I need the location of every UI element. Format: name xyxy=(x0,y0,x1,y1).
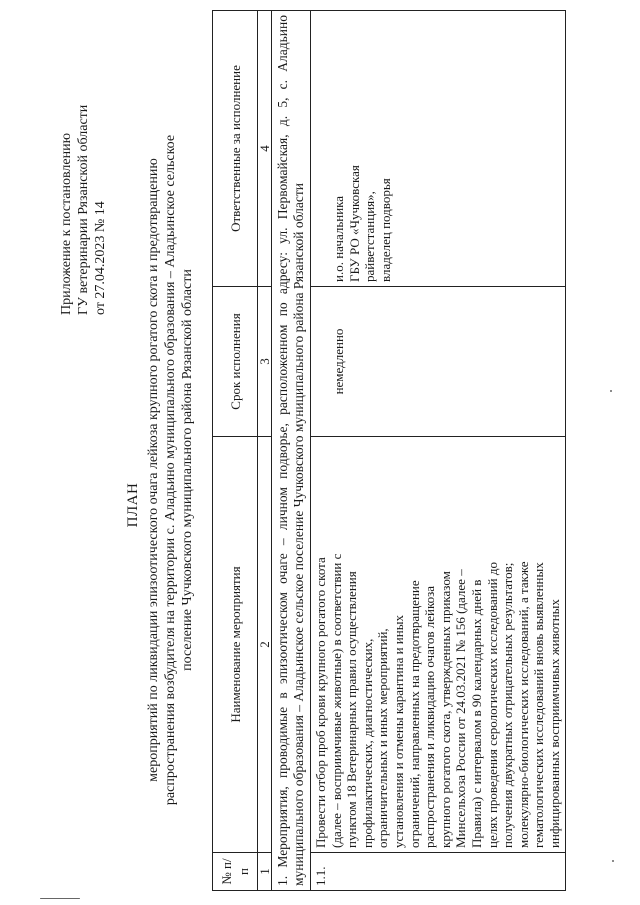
appendix-line: от 27.04.2023 № 14 xyxy=(93,201,108,315)
plan-title: ПЛАН xyxy=(125,482,141,528)
term-cell: немедленно xyxy=(311,287,566,437)
header-responsible: Ответственные за исполнение xyxy=(213,11,258,287)
responsible-line: владелец подворья xyxy=(377,178,393,282)
scan-speck xyxy=(610,390,612,392)
header-number: № п/п xyxy=(213,853,258,891)
measure-line: ограничений, направленных на предотвращение xyxy=(406,580,422,848)
measure-line: ограничительных и иных мероприятий, xyxy=(375,628,391,848)
measure-line: Провести отбор проб крови крупного рогатого скота xyxy=(313,557,328,848)
header-row xyxy=(213,11,258,891)
header-term: Срок исполнения xyxy=(213,287,258,437)
column-number: 2 xyxy=(258,437,272,853)
measure-line: профилактических, диагностических, xyxy=(359,638,375,848)
scan-edge-mark xyxy=(40,898,80,899)
appendix-line: ГУ ветеринарии Рязанской области xyxy=(76,104,91,315)
measure-line: крупного рогатого скота, утвержденных приказом xyxy=(437,571,453,848)
column-number: 4 xyxy=(258,11,272,287)
plan-subtitle-line: поселение Чучковского муниципального района Рязанской области xyxy=(180,269,195,671)
responsible-cell xyxy=(311,11,566,287)
column-number: 1 xyxy=(258,853,272,891)
measure-line: целях проведения серологических исследований до xyxy=(484,562,500,848)
section-heading: 1. Мероприятия, проводимые в эпизоотическом очаге – личном подворье, расположенном по адресу: ул. Первомайская, д. 5, с. Аладьино муниципального образования – Аладьинское сельское поселение Чучковского муниципального района Рязанской области xyxy=(272,11,311,891)
column-number-row xyxy=(258,11,272,891)
appendix-block xyxy=(58,25,109,315)
responsible-line: ГБУ РО «Чучковская xyxy=(346,165,362,282)
section-row xyxy=(272,11,311,891)
responsible-line: и.о. начальника xyxy=(331,195,346,282)
measure-line: установления и отмены карантина и иных xyxy=(390,615,406,848)
column-number: 3 xyxy=(258,287,272,437)
measure-line: получения двукратных отрицательных результатов; xyxy=(500,562,516,848)
table-row xyxy=(311,11,566,891)
plan-table xyxy=(212,10,566,891)
row-number: 1.1. xyxy=(311,853,566,891)
measure-line: (далее – восприимчивые животные) в соответствии с xyxy=(328,553,344,848)
measure-line: гематологических исследований вновь выявленных xyxy=(531,562,547,848)
measure-cell xyxy=(311,437,566,853)
measure-line: пунктом 18 Ветеринарных правил осуществления xyxy=(344,571,360,848)
measure-line: Минсельхоза России от 24.03.2021 № 156 (далее – xyxy=(453,569,469,848)
measure-line: молекулярно-биологических исследований, а также xyxy=(515,561,531,848)
measure-line: Правила) с интервалом в 90 календарных дней в xyxy=(468,579,484,848)
appendix-line: Приложение к постановлению xyxy=(59,132,74,315)
measure-line: распространения и ликвидацию очагов лейкоза xyxy=(422,585,438,848)
plan-subtitle-line: мероприятий по ликвидации эпизоотического очага лейкоза крупного рогатого скота и предотвращению xyxy=(146,158,161,782)
responsible-line: райветстанция», xyxy=(362,191,378,282)
measure-line: инфицированных восприимчивых животных xyxy=(546,599,562,848)
header-measure: Наименование мероприятия xyxy=(213,437,258,853)
scan-speck xyxy=(612,860,614,862)
plan-subtitle xyxy=(145,115,196,825)
plan-subtitle-line: распространения возбудителя на территории с. Аладьино муниципального образования – Аладьинское сельское xyxy=(163,134,178,806)
